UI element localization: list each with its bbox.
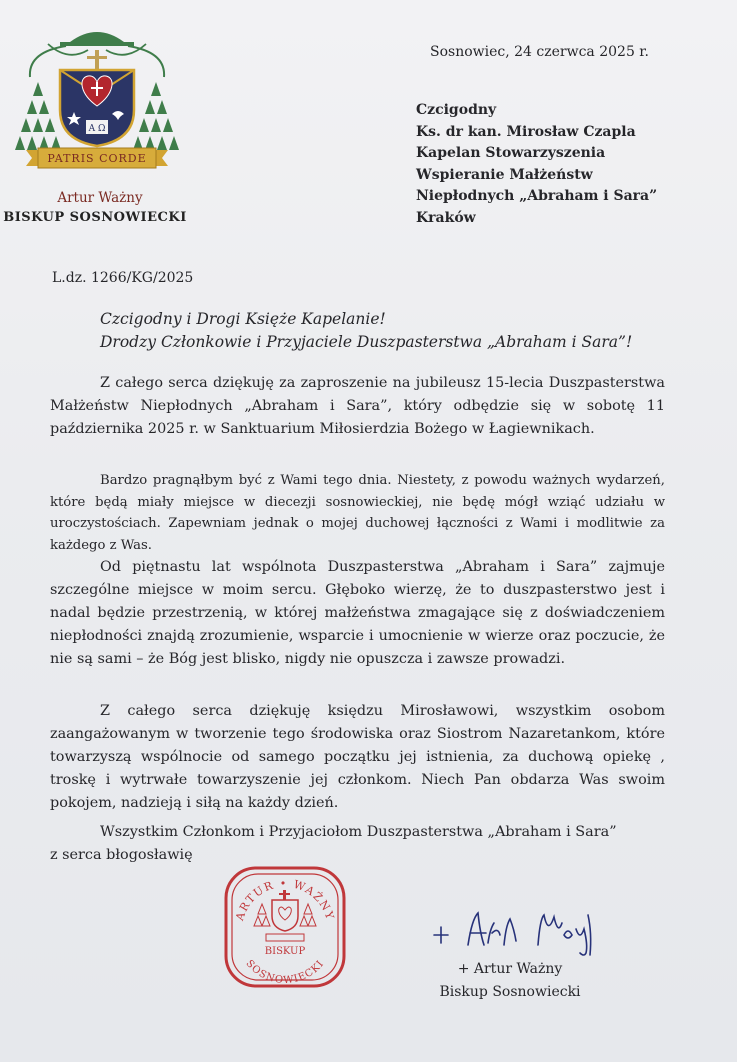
shield-alpha-omega: A Ω [88,124,106,134]
episcopal-coat-of-arms [8,22,186,187]
paragraph-text: Od piętnastu lat wspólnota Duszpasterstwa „Abraham i Sara” zajmuje szczególne miejsce w moim sercu. Głęboko wierzę, że to duszpasterstwo jest i nadal będzie przestrzenią, w której małżeństwa zmagające się z doświadczeniem niepłodności znajdą zrozumienie, wsparcie i umocnienie w wierze oraz poczucie, że nie są sami – że Bóg jest blisko, nigdy nie opuszcza i zawsze prowadzi. [50,559,665,667]
addressee-line: Czcigodny [416,102,497,118]
stamp-bottom-text: SOSNOWIECKI [243,958,327,987]
signatory-title: Biskup Sosnowiecki [439,984,581,1000]
stamp-top-text: ARTUR • WAŻNY [233,876,337,923]
stamp-center-text: BISKUP [264,946,306,957]
body-paragraph-4 [50,700,665,815]
svg-text:SOSNOWIECKI [243,958,326,986]
reference-number: L.dz. 1266/KG/2025 [52,270,194,286]
closing-paragraph [50,821,665,867]
body-paragraph-1 [50,372,665,441]
closing-line: z serca błogosławię [50,847,193,863]
addressee-line: Kapelan Stowarzyszenia [416,145,606,161]
addressee-line: Wspieranie Małżeństw [416,166,593,183]
letter-date: Sosnowiec, 24 czerwca 2025 r. [430,44,649,60]
addressee-line: Ks. dr kan. Mirosław Czapla [416,123,636,140]
salutation [100,308,632,354]
salutation-line: Drodzy Członkowie i Przyjaciele Duszpasterstwa „Abraham i Sara”! [100,333,633,351]
motto-text: PATRIS CORDE [47,152,147,165]
signatory-name: + Artur Ważny [457,961,563,977]
salutation-line: Czcigodny i Drogi Księże Kapelanie! [100,310,386,328]
paragraph-text: Z całego serca dziękuję księdzu Mirosławowi, wszystkim osobom zaangażowanym w tworzenie tego środowiska oraz Siostrom Nazaretankom, które towarzyszą wspólnocie od samego początku jej istnienia, za duchową opiekę , troskę i wytrwałe towarzyszenie jej członkom. Niech Pan obdarza Was swoim pokojem, nadzieją i siłą na każdy dzień. [50,703,665,811]
issuer-name: Artur Ważny [57,190,143,206]
body-paragraph-2 [50,470,665,556]
official-stamp [222,864,348,990]
handwritten-signature [428,905,603,957]
addressee-line: Niepłodnych „Abraham i Sara” [416,188,658,204]
paragraph-text: Bardzo pragnąłbym być z Wami tego dnia. Niestety, z powodu ważnych wydarzeń, które będą miały miejsce w diecezji sosnowieckiej, nie będę mógł wziąć udziału w uroczystościach. Zapewniam jednak o mojej duchowej łączności z Wami i modlitwie za każdego z Was. [50,473,665,553]
closing-line: Wszystkim Członkom i Przyjaciołom Duszpasterstwa „Abraham i Sara” [100,824,617,840]
paragraph-text: Z całego serca dziękuję za zaproszenie na jubileusz 15-lecia Duszpasterstwa Małżeństw Niepłodnych „Abraham i Sara”, który odbędzie się w sobotę 11 października 2025 r. w Sanktuarium Miłosierdzia Bożego w Łagiewnikach. [50,375,665,437]
signatory-block [400,958,620,1004]
addressee-block [416,100,657,229]
addressee-line: Kraków [416,209,476,226]
body-paragraph-3 [50,556,665,671]
issuer-title: BISKUP SOSNOWIECKI [3,210,187,225]
